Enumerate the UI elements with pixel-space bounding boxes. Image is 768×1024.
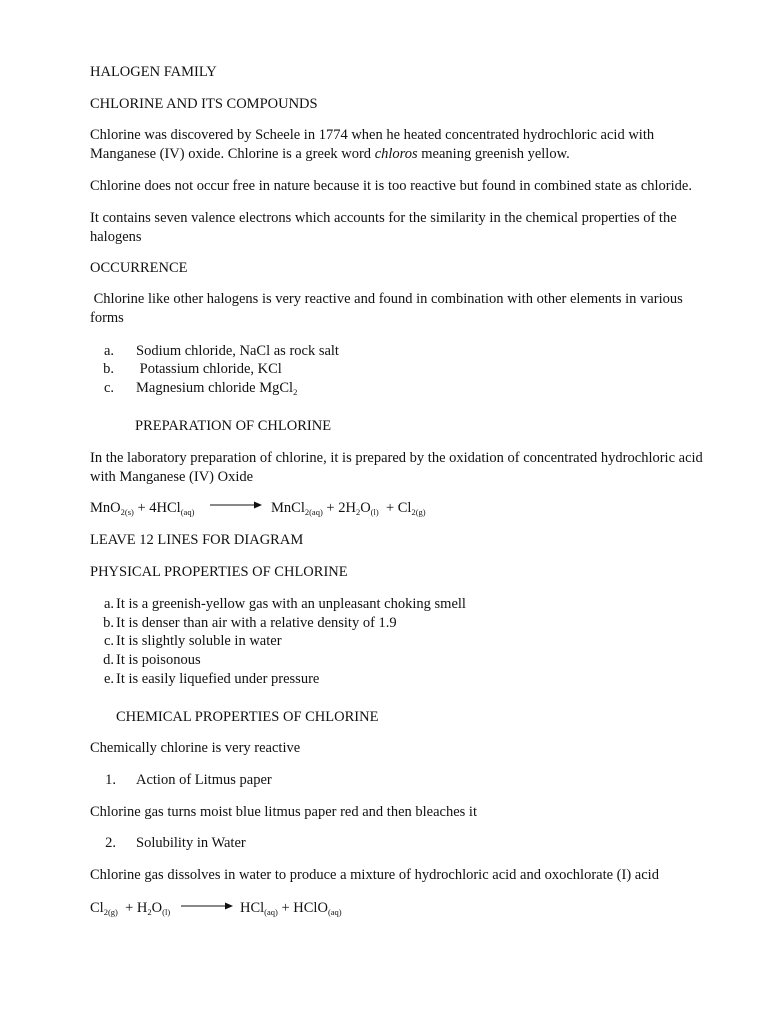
subscript: (aq) xyxy=(264,907,278,917)
subscript: 2(aq) xyxy=(304,507,323,517)
eq-text: + HClO xyxy=(277,900,328,916)
list-marker: a. xyxy=(103,343,114,359)
diagram-note: LEAVE 12 LINES FOR DIAGRAM xyxy=(90,532,304,548)
eq-text: MnCl xyxy=(271,500,305,516)
subscript: (l) xyxy=(162,907,171,917)
equation-products xyxy=(271,499,426,518)
occurrence-line2: forms xyxy=(90,310,124,326)
subscript: (l) xyxy=(370,507,379,517)
list-item: It is poisonous xyxy=(116,652,201,668)
list-item: It is denser than air with a relative density of 1.9 xyxy=(116,615,397,631)
subscript: 2(s) xyxy=(120,507,134,517)
list-item xyxy=(136,379,297,398)
para1-text-end: meaning greenish yellow. xyxy=(417,146,570,162)
para1-line2 xyxy=(90,145,570,164)
subscript: 2(g) xyxy=(411,507,426,517)
list-marker: b. xyxy=(103,615,114,631)
numbered-item-litmus: Action of Litmus paper xyxy=(136,772,272,788)
list-item: Sodium chloride, NaCl as rock salt xyxy=(136,343,339,359)
eq-text: + 2H xyxy=(322,500,356,516)
list-item: It is a greenish-yellow gas with an unpleasant choking smell xyxy=(116,596,466,612)
list-marker: b. xyxy=(103,361,114,377)
para3-line1: It contains seven valence electrons which accounts for the similarity in the chemical properties of the xyxy=(90,210,677,226)
reaction-arrow xyxy=(210,499,262,511)
subscript: 2 xyxy=(293,387,298,397)
eq-text: + Cl xyxy=(378,500,412,516)
list-marker: 2. xyxy=(105,835,116,851)
eq-text: Cl xyxy=(90,900,104,916)
list-item: It is slightly soluble in water xyxy=(116,633,282,649)
occurrence-heading: OCCURRENCE xyxy=(90,260,188,276)
section-heading-chlorine: CHLORINE AND ITS COMPOUNDS xyxy=(90,96,318,112)
list-marker: e. xyxy=(103,671,114,687)
list-item-text: Magnesium chloride MgCl xyxy=(136,380,294,396)
subscript: (aq) xyxy=(180,507,195,517)
reaction-arrow xyxy=(181,900,233,912)
eq-text: MnO xyxy=(90,500,121,516)
eq-text: HCl xyxy=(240,900,265,916)
para2: Chlorine does not occur free in nature because it is too reactive but found in combined state as chloride. xyxy=(90,178,692,194)
list-marker: 1. xyxy=(105,772,116,788)
list-item: Potassium chloride, KCl xyxy=(136,361,282,377)
eq-text: O xyxy=(151,900,163,916)
list-marker: c. xyxy=(103,380,114,396)
prep-line2: with Manganese (IV) Oxide xyxy=(90,469,254,485)
para1-text: Manganese (IV) oxide. Chlorine is a greek word xyxy=(90,146,375,162)
eq-text: + H xyxy=(117,900,148,916)
equation-reactants xyxy=(90,499,194,518)
subscript: 2 xyxy=(355,507,361,517)
document-title: HALOGEN FAMILY xyxy=(90,64,217,80)
list-item: It is easily liquefied under pressure xyxy=(116,671,320,687)
equation-reactants xyxy=(90,899,170,918)
para1-line1: Chlorine was discovered by Scheele in 1774 when he heated concentrated hydrochloric acid with xyxy=(90,127,655,143)
para3-line2: halogens xyxy=(90,229,142,245)
list-marker: a. xyxy=(103,596,114,612)
list-marker: d. xyxy=(103,652,114,668)
litmus-description: Chlorine gas turns moist blue litmus paper red and then bleaches it xyxy=(90,804,477,820)
solubility-description: Chlorine gas dissolves in water to produce a mixture of hydrochloric acid and oxochlorate (I) acid xyxy=(90,867,659,883)
prep-line1: In the laboratory preparation of chlorine, it is prepared by the oxidation of concentrated hydrochloric acid xyxy=(90,450,703,466)
eq-text: + 4HCl xyxy=(133,500,181,516)
subscript: 2(g) xyxy=(103,907,118,917)
numbered-item-solubility: Solubility in Water xyxy=(136,835,246,851)
list-marker: c. xyxy=(103,633,114,649)
equation-products xyxy=(240,899,342,918)
chemical-intro: Chemically chlorine is very reactive xyxy=(90,740,301,756)
chemical-heading: CHEMICAL PROPERTIES OF CHLORINE xyxy=(116,709,379,725)
chloros-word: chloros xyxy=(374,146,418,162)
occurrence-line1: Chlorine like other halogens is very reactive and found in combination with other elements in various xyxy=(90,291,683,307)
physical-heading: PHYSICAL PROPERTIES OF CHLORINE xyxy=(90,564,348,580)
preparation-heading: PREPARATION OF CHLORINE xyxy=(135,418,332,434)
subscript: (aq) xyxy=(327,907,342,917)
subscript: 2 xyxy=(147,907,152,917)
eq-text: O xyxy=(360,500,371,516)
